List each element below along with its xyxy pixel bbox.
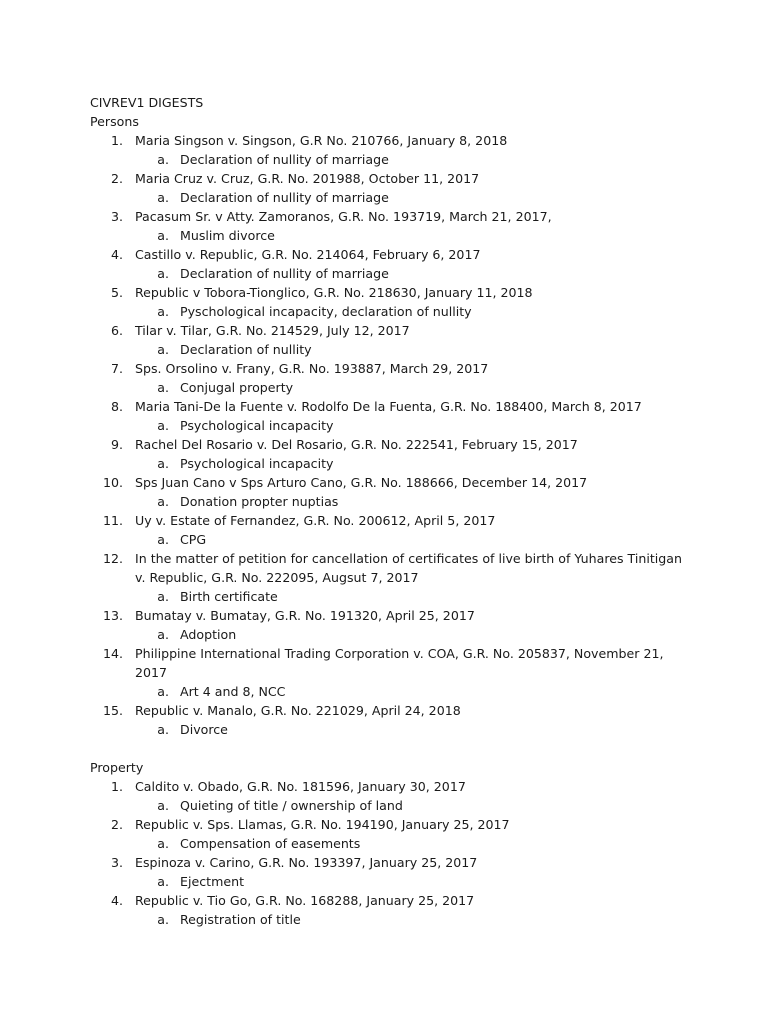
case-item <box>90 606 690 644</box>
topic-text: Donation propter nuptias <box>180 494 339 509</box>
topic-text: Art 4 and 8, NCC <box>180 684 286 699</box>
topic-letter: a. <box>157 380 169 395</box>
case-title: Maria Tani-De la Fuente v. Rodolfo De la Fuenta, G.R. No. 188400, March 8, 2017 <box>135 399 642 414</box>
topic-text: CPG <box>180 532 207 547</box>
topic-list <box>135 302 690 321</box>
topic-item <box>135 416 690 435</box>
case-number: 12. <box>102 551 123 566</box>
topic-item <box>135 834 690 853</box>
topic-text: Birth certificate <box>180 589 278 604</box>
topic-text: Registration of title <box>180 912 301 927</box>
topic-text: Compensation of easements <box>180 836 361 851</box>
topic-text: Adoption <box>180 627 237 642</box>
case-title: Philippine International Trading Corporation v. COA, G.R. No. 205837, November 21, 2017 <box>135 646 664 680</box>
topic-item <box>135 682 690 701</box>
topic-letter: a. <box>157 304 169 319</box>
topic-list <box>135 682 690 701</box>
topic-item <box>135 492 690 511</box>
section-heading: Persons <box>90 114 139 129</box>
topic-text: Pyschological incapacity, declaration of nullity <box>180 304 472 319</box>
topic-text: Declaration of nullity of marriage <box>180 266 389 281</box>
case-number: 1. <box>110 133 123 148</box>
topic-item <box>135 720 690 739</box>
case-item <box>90 777 690 815</box>
case-title: Pacasum Sr. v Atty. Zamoranos, G.R. No. 193719, March 21, 2017, <box>135 209 552 224</box>
case-list <box>90 131 690 739</box>
case-item <box>90 283 690 321</box>
case-number: 15. <box>102 703 123 718</box>
topic-item <box>135 625 690 644</box>
document-page <box>90 93 690 929</box>
case-title: In the matter of petition for cancellation of certificates of live birth of Yuhares Tinitigan v. Republic, G.R. No. 222095, Augsut 7, 2017 <box>135 551 682 585</box>
topic-item <box>135 264 690 283</box>
case-number: 2. <box>110 171 123 186</box>
case-item <box>90 644 690 701</box>
topic-list <box>135 226 690 245</box>
topic-letter: a. <box>157 228 169 243</box>
case-title: Republic v. Sps. Llamas, G.R. No. 194190, January 25, 2017 <box>135 817 510 832</box>
topic-list <box>135 188 690 207</box>
topic-item <box>135 226 690 245</box>
case-item <box>90 169 690 207</box>
case-list <box>90 777 690 929</box>
case-title: Sps. Orsolino v. Frany, G.R. No. 193887, March 29, 2017 <box>135 361 489 376</box>
case-item <box>90 435 690 473</box>
topic-letter: a. <box>157 266 169 281</box>
topic-list <box>135 872 690 891</box>
case-item <box>90 701 690 739</box>
topic-text: Declaration of nullity of marriage <box>180 190 389 205</box>
case-item <box>90 321 690 359</box>
case-number: 3. <box>110 855 123 870</box>
topic-text: Quieting of title / ownership of land <box>180 798 403 813</box>
case-number: 1. <box>110 779 123 794</box>
topic-item <box>135 188 690 207</box>
case-item <box>90 853 690 891</box>
topic-letter: a. <box>157 722 169 737</box>
case-item <box>90 473 690 511</box>
topic-letter: a. <box>157 418 169 433</box>
topic-list <box>135 625 690 644</box>
topic-list <box>135 492 690 511</box>
case-number: 7. <box>110 361 123 376</box>
case-number: 10. <box>102 475 123 490</box>
topic-list <box>135 834 690 853</box>
topic-list <box>135 416 690 435</box>
topic-list <box>135 150 690 169</box>
topic-item <box>135 587 690 606</box>
case-number: 14. <box>102 646 123 661</box>
topic-list <box>135 340 690 359</box>
topic-item <box>135 872 690 891</box>
topic-text: Muslim divorce <box>180 228 275 243</box>
topic-text: Psychological incapacity <box>180 456 334 471</box>
case-title: Espinoza v. Carino, G.R. No. 193397, January 25, 2017 <box>135 855 478 870</box>
topic-letter: a. <box>157 684 169 699</box>
topic-list <box>135 378 690 397</box>
case-title: Maria Cruz v. Cruz, G.R. No. 201988, October 11, 2017 <box>135 171 480 186</box>
topic-letter: a. <box>157 532 169 547</box>
section-heading: Property <box>90 760 144 775</box>
case-item <box>90 359 690 397</box>
case-number: 13. <box>102 608 123 623</box>
case-item <box>90 245 690 283</box>
topic-letter: a. <box>157 798 169 813</box>
topic-item <box>135 530 690 549</box>
section <box>90 758 690 929</box>
sections-container <box>90 112 690 929</box>
case-title: Sps Juan Cano v Sps Arturo Cano, G.R. No. 188666, December 14, 2017 <box>135 475 588 490</box>
case-number: 3. <box>110 209 123 224</box>
topic-list <box>135 530 690 549</box>
case-title: Republic v. Manalo, G.R. No. 221029, April 24, 2018 <box>135 703 461 718</box>
topic-item <box>135 302 690 321</box>
case-number: 11. <box>102 513 123 528</box>
topic-item <box>135 796 690 815</box>
topic-list <box>135 720 690 739</box>
topic-item <box>135 378 690 397</box>
case-item <box>90 207 690 245</box>
case-item <box>90 131 690 169</box>
case-title: Caldito v. Obado, G.R. No. 181596, January 30, 2017 <box>135 779 466 794</box>
topic-list <box>135 796 690 815</box>
topic-letter: a. <box>157 836 169 851</box>
topic-list <box>135 454 690 473</box>
topic-letter: a. <box>157 152 169 167</box>
case-item <box>90 815 690 853</box>
topic-text: Ejectment <box>180 874 245 889</box>
case-title: Republic v. Tio Go, G.R. No. 168288, January 25, 2017 <box>135 893 475 908</box>
topic-letter: a. <box>157 589 169 604</box>
topic-letter: a. <box>157 627 169 642</box>
case-number: 5. <box>110 285 123 300</box>
topic-item <box>135 910 690 929</box>
case-title: Castillo v. Republic, G.R. No. 214064, February 6, 2017 <box>135 247 481 262</box>
case-number: 6. <box>110 323 123 338</box>
topic-text: Declaration of nullity of marriage <box>180 152 389 167</box>
topic-letter: a. <box>157 494 169 509</box>
case-number: 2. <box>110 817 123 832</box>
topic-list <box>135 910 690 929</box>
topic-list <box>135 264 690 283</box>
topic-list <box>135 587 690 606</box>
case-item <box>90 549 690 606</box>
case-item <box>90 891 690 929</box>
topic-letter: a. <box>157 456 169 471</box>
section <box>90 112 690 739</box>
topic-letter: a. <box>157 912 169 927</box>
case-title: Tilar v. Tilar, G.R. No. 214529, July 12, 2017 <box>135 323 410 338</box>
case-title: Maria Singson v. Singson, G.R No. 210766, January 8, 2018 <box>135 133 508 148</box>
case-title: Bumatay v. Bumatay, G.R. No. 191320, April 25, 2017 <box>135 608 475 623</box>
case-number: 4. <box>110 247 123 262</box>
case-number: 8. <box>110 399 123 414</box>
case-number: 9. <box>110 437 123 452</box>
case-title: Rachel Del Rosario v. Del Rosario, G.R. No. 222541, February 15, 2017 <box>135 437 578 452</box>
topic-item <box>135 150 690 169</box>
topic-letter: a. <box>157 874 169 889</box>
topic-item <box>135 454 690 473</box>
topic-letter: a. <box>157 342 169 357</box>
case-item <box>90 397 690 435</box>
case-title: Uy v. Estate of Fernandez, G.R. No. 200612, April 5, 2017 <box>135 513 496 528</box>
topic-item <box>135 340 690 359</box>
case-number: 4. <box>110 893 123 908</box>
case-item <box>90 511 690 549</box>
topic-letter: a. <box>157 190 169 205</box>
case-title: Republic v Tobora-Tionglico, G.R. No. 218630, January 11, 2018 <box>135 285 533 300</box>
topic-text: Declaration of nullity <box>180 342 312 357</box>
topic-text: Conjugal property <box>180 380 294 395</box>
topic-text: Divorce <box>180 722 228 737</box>
document-title: CIVREV1 DIGESTS <box>90 95 204 110</box>
topic-text: Psychological incapacity <box>180 418 334 433</box>
